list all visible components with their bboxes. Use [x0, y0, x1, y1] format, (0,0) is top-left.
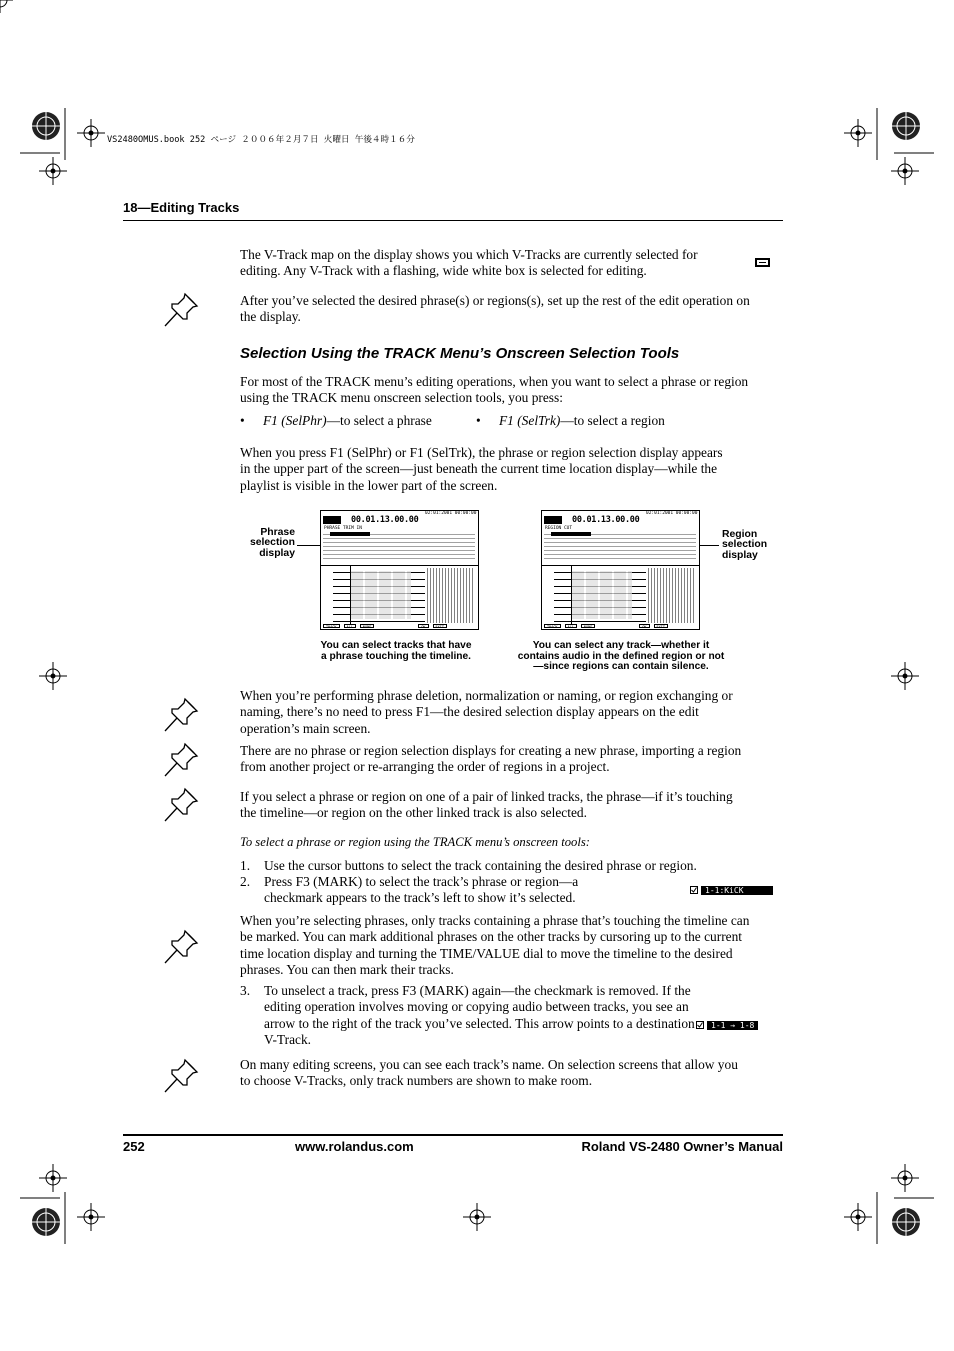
lcd-btn-all: ALL	[565, 624, 577, 628]
pushpin-note-icon	[163, 1058, 199, 1094]
lcd-btn-track: TRACK	[323, 624, 340, 628]
lcd-btn-none: NONE	[360, 624, 374, 628]
step-text: To unselect a track, press F3 (MARK) again—the checkmark is removed. If the editing operation involves moving or copying audio between tracks, you see an arrow to the right of the track you’ve selected. This arrow points to a destination V-Track.	[264, 983, 695, 1047]
lcd-track-label: 1-1:KiCK	[701, 886, 773, 895]
note-phrase-deletion: When you’re performing phrase deletion, normalization or naming, or region exchanging or naming, there’s no need to press F1—the desired selection display appears on the edit operation’s main screen.	[240, 688, 733, 736]
lcd-btn-track: TRACK	[544, 624, 561, 628]
lcd-button-row	[323, 624, 476, 628]
lcd-btn-none: NONE	[581, 624, 595, 628]
lcd-playlist-blocks	[351, 571, 411, 619]
lcd-vtrack-map	[648, 568, 696, 623]
page-number: 252	[123, 1139, 145, 1154]
lcd-divider	[542, 565, 699, 566]
lcd-time-block	[323, 516, 341, 524]
lcd-timeline	[571, 566, 572, 624]
region-selection-callout: Region selection display	[722, 529, 768, 561]
pushpin-note-icon	[163, 787, 199, 823]
lcd-region-selection	[541, 510, 700, 630]
bullet-key: F1 (SelTrk)	[499, 413, 561, 428]
lcd-btn-ok: OK	[418, 624, 428, 628]
step-text: Press F3 (MARK) to select the track’s phrase or region—a checkmark appears to the track’s left to show it’s selected.	[264, 874, 579, 906]
lcd-btn-all: ALL	[344, 624, 356, 628]
lcd-divider	[321, 565, 478, 566]
lcd-time: 00.01.13.00.00	[351, 515, 419, 525]
section-paragraph-1: For most of the TRACK menu’s editing operations, when you want to select a phrase or region using the TRACK menu onscreen selection tools, you press:	[240, 374, 749, 406]
lcd-list-highlight	[551, 532, 591, 536]
phrase-selection-callout: Phrase selection display	[249, 527, 295, 559]
lcd-playlist-blocks	[572, 571, 632, 619]
step-number: 3.	[240, 983, 251, 998]
lcd-button-row	[544, 624, 697, 628]
lcd-mode: REGION CUT	[545, 526, 573, 531]
lcd-time: 00.01.13.00.00	[572, 515, 640, 525]
print-mark-text: VS2480OMUS.book 252 ページ ２００６年２月７日 火曜日 午後４時１６分	[107, 135, 415, 145]
lcd-vtrack-map	[427, 568, 475, 623]
lcd-timeline	[350, 566, 351, 624]
step-1	[240, 858, 760, 874]
lcd-list-area	[544, 532, 696, 562]
lcd-btn-ok: OK	[639, 624, 649, 628]
mark-lcd-sample	[690, 885, 773, 895]
step-2	[240, 874, 610, 907]
lcd-list-area	[323, 532, 475, 562]
bullet-seltrk: • F1 (SelTrk)—to select a region	[476, 413, 665, 428]
chapter-header: 18—Editing Tracks	[123, 200, 240, 215]
footer-url: www.rolandus.com	[295, 1139, 414, 1154]
note-after-selected: After you’ve selected the desired phrase(s) or regions(s), set up the rest of the edit operation on the display.	[240, 293, 750, 325]
pushpin-note-icon	[163, 292, 199, 328]
lcd-date: 02:01:2001 00:00:00	[425, 511, 477, 516]
left-figure-caption: You can select tracks that have a phrase touching the timeline.	[320, 640, 472, 662]
lcd-phrase-selection	[320, 510, 479, 630]
pushpin-note-icon	[163, 742, 199, 778]
pushpin-note-icon	[163, 929, 199, 965]
manual-title: Roland VS-2480 Owner’s Manual	[581, 1139, 783, 1154]
note-linked-tracks: If you select a phrase or region on one of a pair of linked tracks, the phrase—if it’s touching the timeline—or region on the other linked track is also selected.	[240, 789, 733, 821]
procedure-title: To select a phrase or region using the TRACK menu’s onscreen tools:	[240, 835, 590, 849]
pushpin-note-icon	[163, 697, 199, 733]
footer-rule	[123, 1134, 783, 1136]
lcd-time-block	[544, 516, 562, 524]
lcd-list-highlight	[330, 532, 370, 536]
section-title: Selection Using the TRACK Menu’s Onscreen Selection Tools	[240, 345, 680, 362]
bullet-selphr: • F1 (SelPhr)—to select a phrase	[240, 413, 432, 428]
lcd-btn-exit: EXIT	[433, 624, 447, 628]
right-figure-caption: You can select any track—whether it contains audio in the defined region or not—since regions can contain silence.	[517, 640, 725, 673]
intro-paragraph: The V-Track map on the display shows you which V-Tracks are currently selected for editing. Any V-Track with a flashing, wide white box is selected for editing.	[240, 247, 698, 279]
lcd-mode: PHRASE TRIM IN	[324, 526, 362, 531]
lcd-btn-exit: EXIT	[654, 624, 668, 628]
bullet-text: —to select a phrase	[326, 413, 432, 428]
step-number: 2.	[240, 874, 251, 889]
lcd-track-arrow-label: 1-1 → 1-8	[707, 1021, 758, 1030]
lcd-date: 02:01:2001 00:00:00	[646, 511, 698, 516]
arrow-lcd-sample	[696, 1020, 758, 1030]
step-text: Use the cursor buttons to select the track containing the desired phrase or region.	[264, 858, 697, 873]
note-no-selection-displays: There are no phrase or region selection displays for creating a new phrase, importing a region from another project or re-arranging the order of regions in a project.	[240, 743, 742, 775]
note-marking-phrases: When you’re selecting phrases, only tracks containing a phrase that’s touching the timeline can be marked. You can mark additional phrases on the other tracks by cursoring up to the current time location display and turning the TIME/VALUE dial to move the timeline to the desired phrases. You can then mark their tracks.	[240, 913, 750, 977]
bullet-text: —to select a region	[560, 413, 665, 428]
white-box-icon	[755, 258, 770, 267]
step-number: 1.	[240, 858, 251, 873]
bullet-key: F1 (SelPhr)	[263, 413, 327, 428]
checkmark-icon	[690, 886, 698, 894]
callout-line-right	[699, 545, 719, 546]
header-rule	[123, 220, 783, 221]
step-3	[240, 983, 695, 1048]
note-track-names: On many editing screens, you can see each track’s name. On selection screens that allow you to choose V-Tracks, only track numbers are shown to make room.	[240, 1057, 738, 1089]
section-paragraph-2: When you press F1 (SelPhr) or F1 (SelTrk), the phrase or region selection display appears in the upper part of the screen—just beneath the current time location display—while the playlist is visible in the lower part of the screen.	[240, 445, 723, 493]
checkmark-icon	[696, 1021, 704, 1029]
